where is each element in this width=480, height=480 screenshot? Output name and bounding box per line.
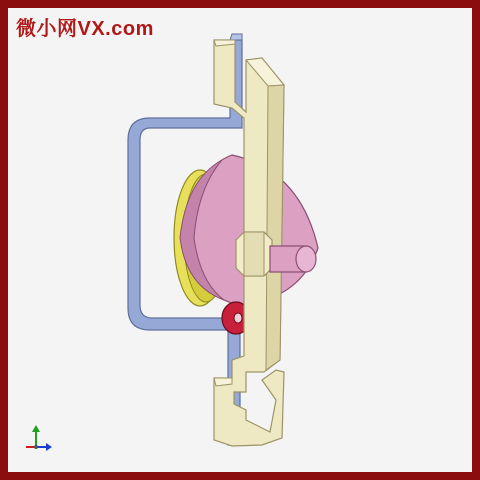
shaft <box>270 246 316 272</box>
watermark: 微小网VX.com <box>16 18 154 40</box>
hex-nut <box>236 232 272 276</box>
axis-triad <box>26 425 52 451</box>
